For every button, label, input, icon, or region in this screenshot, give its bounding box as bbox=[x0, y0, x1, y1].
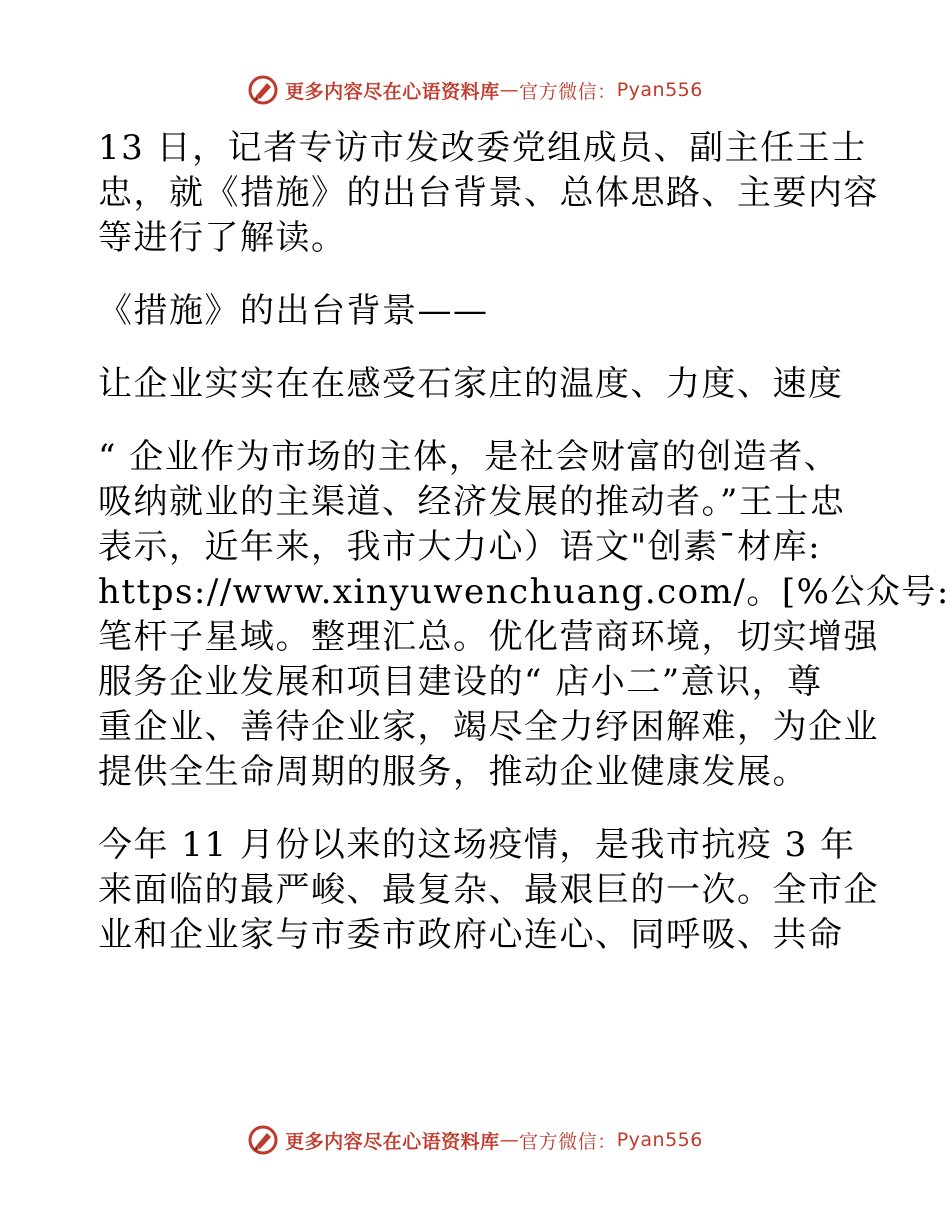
text-line: 业和企业家与市委市政府心连心、同呼吸、共命 bbox=[98, 915, 844, 955]
banner-brand: 更多内容尽在心语资料库 bbox=[285, 1130, 500, 1153]
paragraph bbox=[98, 126, 879, 261]
header-banner bbox=[0, 70, 950, 110]
text-line: 等进行了解读。 bbox=[98, 218, 347, 258]
text-line: 服务企业发展和项目建设的“ 店小二”意识，尊 bbox=[98, 662, 823, 702]
banner-brand: 更多内容尽在心语资料库 bbox=[285, 80, 500, 103]
document-body bbox=[98, 126, 950, 978]
text-line: 来面临的最严峻、最复杂、最艰巨的一次。全市企 bbox=[98, 870, 879, 910]
banner-text bbox=[285, 77, 703, 104]
paragraph bbox=[98, 823, 879, 958]
banner-separator: — bbox=[499, 1129, 520, 1151]
banner-separator: — bbox=[499, 79, 520, 101]
banner-wechat-id: Pyan556 bbox=[616, 1129, 703, 1151]
text-line: https://www.xinyuwenchuang.com/。[%公众号: bbox=[98, 572, 950, 612]
text-line: 吸纳就业的主渠道、经济发展的推动者。”王士忠 bbox=[98, 482, 846, 522]
footer-banner bbox=[0, 1120, 950, 1160]
pen-logo-icon bbox=[247, 74, 279, 106]
section-heading bbox=[98, 289, 858, 334]
text-line: 《措施》的出台背景—— bbox=[98, 291, 489, 331]
banner-wechat-id: Pyan556 bbox=[616, 79, 703, 101]
text-line: 13 日，记者专访市发改委党组成员、副主任王士 bbox=[98, 128, 867, 168]
text-line: 让企业实实在在感受石家庄的温度、力度、速度 bbox=[98, 364, 844, 404]
section-subheading bbox=[98, 362, 858, 407]
banner-text bbox=[285, 1127, 703, 1154]
text-line: 重企业、善待企业家，竭尽全力纾困解难，为企业 bbox=[98, 707, 879, 747]
pen-logo-icon bbox=[247, 1124, 279, 1156]
text-line: 笔杆子星域。整理汇总。优化营商环境，切实增强 bbox=[98, 617, 879, 657]
paragraph bbox=[98, 435, 950, 795]
text-line: “ 企业作为市场的主体，是社会财富的创造者、 bbox=[98, 437, 840, 477]
text-line: 今年 11 月份以来的这场疫情，是我市抗疫 3 年 bbox=[98, 825, 856, 865]
text-line: 表示，近年来，我市大力心）语文"创素¯材库: bbox=[98, 527, 822, 567]
text-line: 忠，就《措施》的出台背景、总体思路、主要内容 bbox=[98, 173, 879, 213]
banner-wechat-label: 官方微信： bbox=[519, 80, 617, 103]
text-line: 提供全生命周期的服务，推动企业健康发展。 bbox=[98, 752, 808, 792]
banner-wechat-label: 官方微信： bbox=[519, 1130, 617, 1153]
